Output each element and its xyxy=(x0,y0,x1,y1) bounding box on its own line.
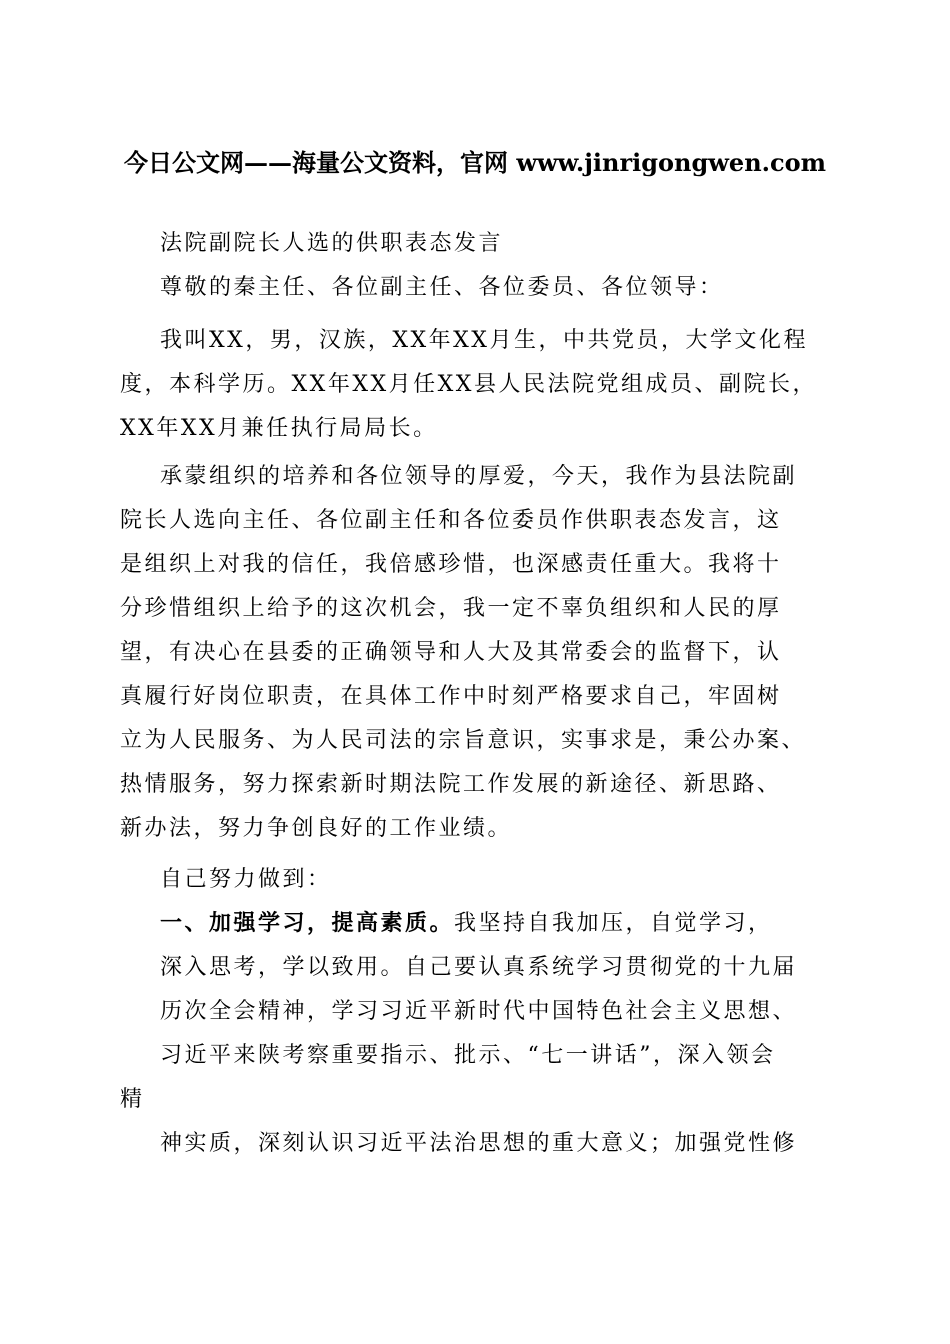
document-title: 法院副院长人选的供职表态发言 xyxy=(160,231,504,256)
paragraph-line: 深入思考，学以致用。自己要认真系统学习贯彻党的十九届 xyxy=(160,955,798,980)
site-header: 今日公文网——海量公文资料，官网 www.jinrigongwen.com xyxy=(123,148,827,177)
paragraph-line: 是组织上对我的信任，我倍感珍惜，也深感责任重大。我将十 xyxy=(120,552,782,577)
paragraph-line: 新办法，努力争创良好的工作业绩。 xyxy=(120,816,513,841)
paragraph-line: 自己努力做到： xyxy=(160,867,332,892)
paragraph-line: 院长人选向主任、各位副主任和各位委员作供职表态发言，这 xyxy=(120,508,782,533)
paragraph-line: 真履行好岗位职责，在具体工作中时刻严格要求自己，牢固树 xyxy=(120,684,782,709)
paragraph-line: 度，本科学历。XX年XX月任XX县人民法院党组成员、副院长， xyxy=(120,372,817,397)
paragraph-line: 望，有决心在县委的正确领导和人大及其常委会的监督下，认 xyxy=(120,640,782,665)
section-heading-line xyxy=(160,902,773,946)
paragraph-line: XX年XX月兼任执行局局长。 xyxy=(120,416,438,441)
paragraph-line: 神实质，深刻认识习近平法治思想的重大意义；加强党性修 xyxy=(160,1131,798,1156)
paragraph-line: 分珍惜组织上给予的这次机会，我一定不辜负组织和人民的厚 xyxy=(120,596,782,621)
paragraph-line: 立为人民服务、为人民司法的宗旨意识，实事求是，秉公办案、 xyxy=(120,728,807,753)
section-text: 我坚持自我加压，自觉学习， xyxy=(454,911,773,936)
paragraph-line: 历次全会精神，学习习近平新时代中国特色社会主义思想、 xyxy=(160,999,798,1024)
paragraph-line: 热情服务，努力探索新时期法院工作发展的新途径、新思路、 xyxy=(120,772,782,797)
paragraph-line: 精 xyxy=(120,1087,145,1112)
section-heading: 一、加强学习，提高素质。 xyxy=(160,911,455,936)
paragraph-line: 承蒙组织的培养和各位领导的厚爱，今天，我作为县法院副 xyxy=(160,464,798,489)
paragraph-line: 我叫XX，男，汉族，XX年XX月生，中共党员，大学文化程 xyxy=(160,328,808,353)
paragraph-line: 习近平来陕考察重要指示、批示、“七一讲话”，深入领会 xyxy=(160,1043,776,1068)
salutation: 尊敬的秦主任、各位副主任、各位委员、各位领导： xyxy=(160,275,724,300)
